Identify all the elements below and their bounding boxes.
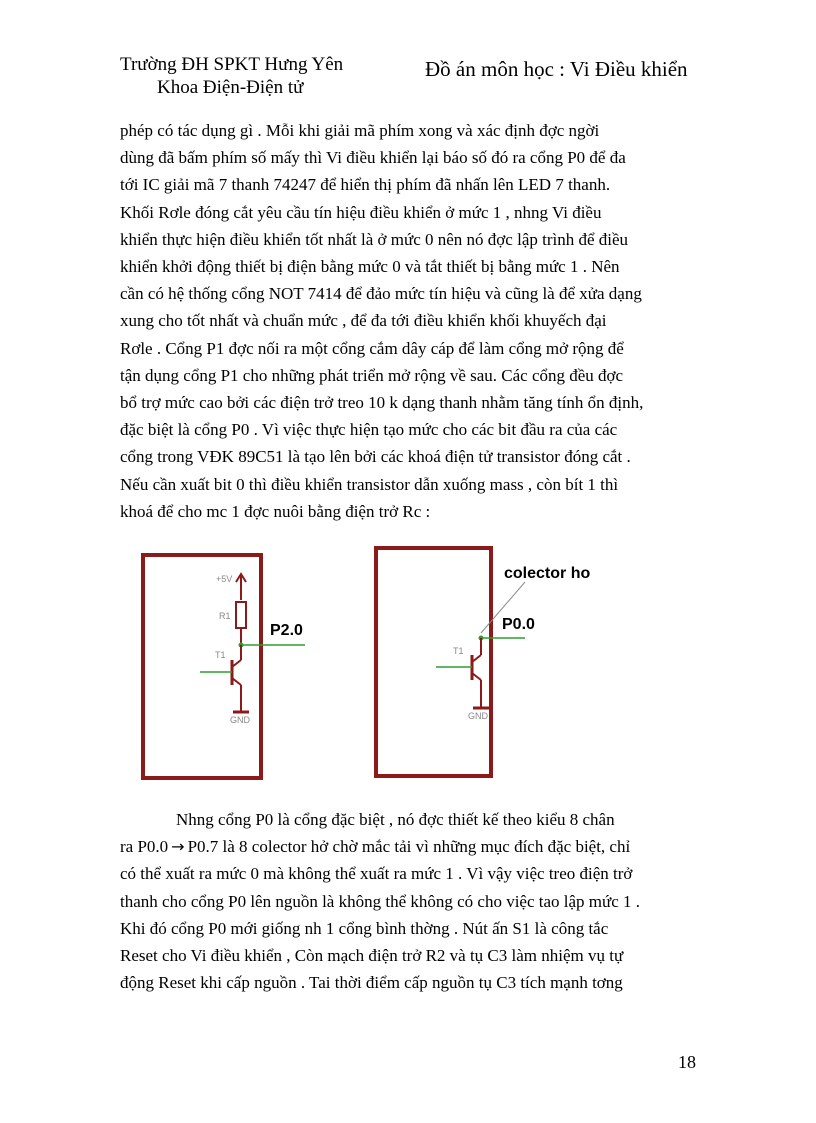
text-line: khiển thực hiện điều khiển tốt nhất là ở mức 0 nên nó đợc lập trình để điều	[120, 229, 629, 249]
text-line: dùng đã bấm phím số mấy thì Vi điều khiển lại báo số đó ra cổng P0 để đa	[120, 148, 626, 168]
supply-label: +5V	[216, 574, 233, 584]
text-line: bổ trợ mức cao bởi các điện trở treo 10 k dạng thanh nhằm tăng tính ổn định,	[120, 393, 644, 413]
text-line: tận dụng cổng P1 cho những phát triển mở rộng về sau. Các cổng đều đợc	[120, 365, 624, 385]
ground-label: GND	[230, 715, 250, 725]
text-segment: ra P0.0	[120, 837, 169, 857]
text-line: cần có hệ thống cổng NOT 7414 để đảo mức tín hiệu và cũng là để xửa dạng	[120, 284, 642, 304]
paragraph-1	[120, 117, 696, 525]
pin-label-p0-0: P0.0	[502, 616, 535, 633]
circuit-diagrams	[140, 545, 591, 780]
resistor-label: R1	[219, 611, 231, 621]
resistor-r1	[236, 602, 246, 628]
header-faculty: Khoa Điện-Điện tử	[157, 77, 304, 98]
text-line: có thể xuất ra mức 0 mà không thể xuất ra mức 1 . Vì vậy việc treo điện trở	[120, 864, 633, 884]
pin-label-p2-0: P2.0	[270, 622, 303, 639]
page-number: 18	[678, 1052, 696, 1072]
text-line: động Reset khi cấp nguồn . Tai thời điểm cấp nguồn tụ C3 tích mạnh tơng	[120, 973, 623, 993]
text-line: đặc biệt là cổng P0 . Vì việc thực hiện tạo mức cho các bit đầu ra của các	[120, 420, 618, 440]
paragraph-2	[120, 806, 696, 996]
text-line: tới IC giải mã 7 thanh 74247 để hiển thị phím đã nhấn lên LED 7 thanh.	[120, 175, 611, 195]
chip-boundary-left	[143, 555, 261, 778]
text-line: xung cho tốt nhất và chuẩn mức , để đa tới điều khiển khối khuyếch đại	[120, 311, 607, 331]
header-course-title: Đồ án môn học : Vi Điều khiển	[425, 57, 688, 81]
right-arrow-icon: →	[171, 837, 185, 857]
text-line: khiển khởi động thiết bị điện bằng mức 0 và tắt thiết bị bằng mức 1 . Nên	[120, 257, 620, 277]
text-line: khoá để cho mc 1 đợc nuôi bằng điện trở Rc :	[120, 501, 431, 521]
text-line-with-arrow	[120, 833, 696, 860]
text-line: Rơle . Cổng P1 đợc nối ra một cổng cắm dây cáp để làm cổng mở rộng để	[120, 338, 624, 358]
text-line: phép có tác dụng gì . Mỗi khi giải mã phím xong và xác định đợc ngời	[120, 121, 600, 140]
text-line: Khi đó cổng P0 mới giống nh 1 cổng bình thờng . Nút ấn S1 là công tắc	[120, 918, 609, 938]
text-line: Khối Rơle đóng cắt yêu cầu tín hiệu điều khiển ở mức 1 , nhng Vi điều	[120, 202, 602, 222]
header-school: Trường ĐH SPKT Hưng Yên	[120, 54, 344, 75]
text-line: thanh cho cổng P0 lên nguồn là không thể không có cho việc tao lập mức 1 .	[120, 891, 641, 911]
chip-boundary-right	[376, 548, 491, 776]
text-segment: P0.7 là 8 colector hở chờ mắc tải vì những mục đích đặc biệt, chỉ	[187, 837, 631, 857]
text-line: Nếu cần xuất bit 0 thì điều khiển transistor dẫn xuống mass , còn bít 1 thì	[120, 474, 619, 494]
text-line: Nhng cổng P0 là cổng đặc biệt , nó đợc thiết kế theo kiểu 8 chân	[176, 810, 615, 829]
transistor-label-right: T1	[453, 646, 464, 656]
text-line: Reset cho Vi điều khiển , Còn mạch điện trở R2 và tụ C3 làm nhiệm vụ tự	[120, 946, 624, 966]
text-line: cổng trong VĐK 89C51 là tạo lên bởi các khoá điện tử transistor đóng cắt .	[120, 447, 631, 467]
annotation-colector-ho: colector ho	[504, 565, 591, 582]
diagram-p2-0	[143, 555, 305, 778]
diagram-p0-0	[376, 548, 590, 776]
ground-label-right: GND	[468, 711, 488, 721]
transistor-label: T1	[215, 650, 226, 660]
